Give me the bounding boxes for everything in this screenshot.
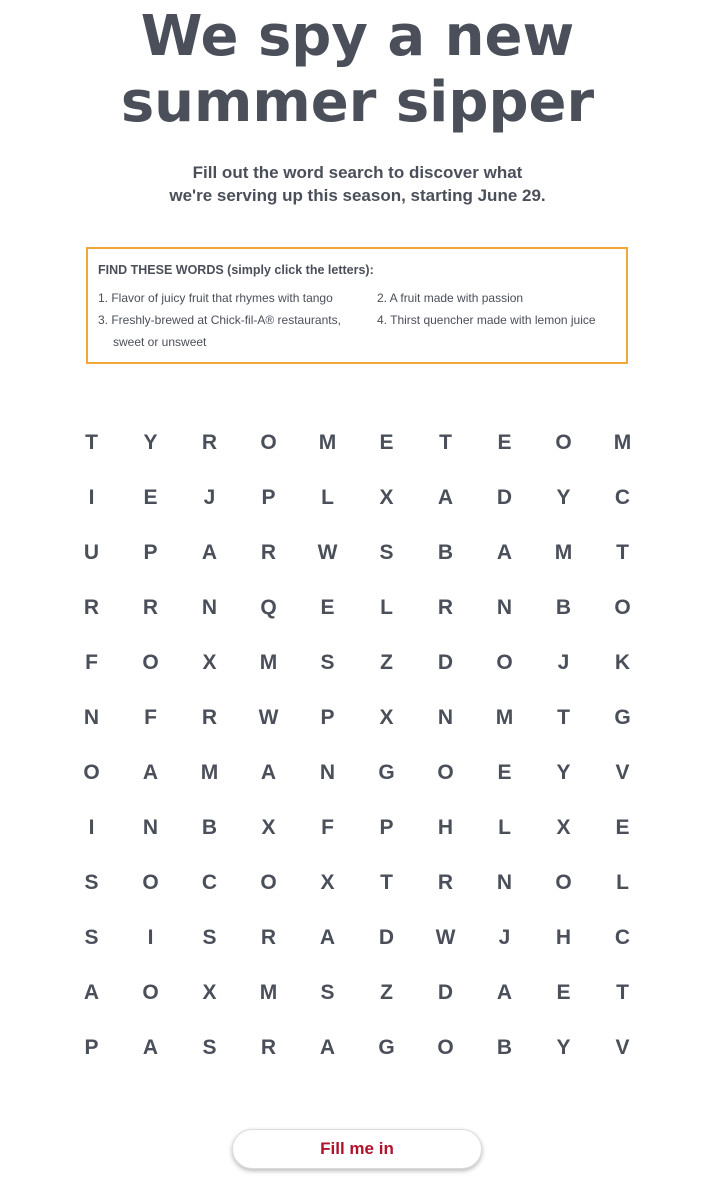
grid-letter[interactable]: X <box>379 705 394 729</box>
headline-line-2: summer sipper <box>120 70 595 135</box>
grid-letter[interactable]: J <box>498 925 511 949</box>
grid-letter[interactable]: K <box>614 650 631 674</box>
grid-letter[interactable]: P <box>84 1035 99 1059</box>
grid-letter[interactable]: F <box>321 815 334 839</box>
grid-letter[interactable]: G <box>378 1035 395 1059</box>
clue-heading: FIND THESE WORDS (simply click the letters): <box>98 263 374 277</box>
grid-letter[interactable]: A <box>437 485 454 509</box>
clue-1-text: 1. Flavor of juicy fruit that rhymes with tango <box>98 291 333 305</box>
grid-letter[interactable]: S <box>320 650 335 674</box>
grid-letter[interactable]: O <box>142 870 159 894</box>
grid-letter[interactable]: H <box>437 815 454 839</box>
grid-letter[interactable]: T <box>380 870 393 894</box>
grid-letter[interactable]: B <box>201 815 218 839</box>
grid-letter[interactable]: A <box>260 760 277 784</box>
grid-letter[interactable]: M <box>200 760 219 784</box>
grid-letter[interactable]: N <box>83 705 100 729</box>
word-search-grid <box>62 415 652 1075</box>
grid-letter[interactable]: O <box>614 595 631 619</box>
grid-letter[interactable]: B <box>555 595 572 619</box>
grid-letter[interactable]: O <box>83 760 100 784</box>
grid-letter[interactable]: P <box>379 815 394 839</box>
grid-letter[interactable]: X <box>261 815 276 839</box>
grid-letter[interactable]: D <box>378 925 395 949</box>
subheading-line-1: Fill out the word search to discover what <box>192 163 523 182</box>
grid-letter[interactable]: X <box>202 650 217 674</box>
grid-letter[interactable]: N <box>437 705 454 729</box>
grid-letter[interactable]: R <box>142 595 159 619</box>
clue-3 <box>98 309 341 353</box>
headline <box>0 4 715 136</box>
grid-letter[interactable]: T <box>85 430 98 454</box>
clue-3-text: 3. Freshly-brewed at Chick-fil-A® restaurants, <box>98 313 341 327</box>
grid-letter[interactable]: E <box>143 485 158 509</box>
grid-letter[interactable]: R <box>201 430 218 454</box>
grid-letter[interactable]: L <box>498 815 511 839</box>
grid-letter[interactable]: S <box>379 540 394 564</box>
grid-letter[interactable]: N <box>496 870 513 894</box>
grid-letter[interactable]: M <box>554 540 573 564</box>
grid-letter[interactable]: R <box>201 705 218 729</box>
grid-letter[interactable]: N <box>496 595 513 619</box>
grid-letter[interactable]: S <box>84 870 99 894</box>
grid-letter[interactable]: M <box>613 430 632 454</box>
grid-letter[interactable]: A <box>142 1035 159 1059</box>
clue-1 <box>98 287 333 309</box>
grid-letter[interactable]: M <box>495 705 514 729</box>
grid-letter[interactable]: N <box>142 815 159 839</box>
grid-letter[interactable]: G <box>378 760 395 784</box>
grid-letter[interactable]: C <box>201 870 218 894</box>
grid-letter[interactable]: P <box>320 705 335 729</box>
grid-letter[interactable]: A <box>319 1035 336 1059</box>
grid-letter[interactable]: H <box>555 925 572 949</box>
grid-letter[interactable]: D <box>437 650 454 674</box>
grid-letter[interactable]: X <box>379 485 394 509</box>
grid-letter[interactable]: Y <box>143 430 158 454</box>
grid-letter[interactable]: S <box>84 925 99 949</box>
grid-letter[interactable]: Y <box>556 760 571 784</box>
grid-letter[interactable]: A <box>83 980 100 1004</box>
grid-letter[interactable]: T <box>439 430 452 454</box>
grid-letter[interactable]: F <box>144 705 157 729</box>
clue-2-text: 2. A fruit made with passion <box>377 291 524 305</box>
grid-letter[interactable]: O <box>142 650 159 674</box>
grid-letter[interactable]: R <box>83 595 100 619</box>
grid-letter[interactable]: Y <box>556 485 571 509</box>
grid-letter[interactable]: B <box>496 1035 513 1059</box>
grid-letter[interactable]: Y <box>556 1035 571 1059</box>
grid-letter[interactable]: X <box>556 815 571 839</box>
grid-letter[interactable]: L <box>380 595 393 619</box>
grid-letter[interactable]: A <box>496 980 513 1004</box>
grid-letter[interactable]: M <box>318 430 337 454</box>
grid-letter[interactable]: A <box>142 760 159 784</box>
grid-letter[interactable]: P <box>261 485 276 509</box>
clue-4-text: 4. Thirst quencher made with lemon juice <box>377 313 596 327</box>
grid-letter[interactable]: G <box>614 705 631 729</box>
grid-letter[interactable]: M <box>259 980 278 1004</box>
clue-2 <box>377 287 523 309</box>
grid-letter[interactable]: A <box>201 540 218 564</box>
grid-letter[interactable]: R <box>260 540 277 564</box>
grid-letter[interactable]: N <box>201 595 218 619</box>
grid-letter[interactable]: J <box>203 485 216 509</box>
grid-letter[interactable]: S <box>320 980 335 1004</box>
grid-letter[interactable]: O <box>260 430 277 454</box>
grid-letter[interactable]: O <box>142 980 159 1004</box>
grid-letter[interactable]: A <box>496 540 513 564</box>
grid-letter[interactable]: E <box>497 760 512 784</box>
grid-letter[interactable]: C <box>614 925 631 949</box>
grid-letter[interactable]: Z <box>380 650 393 674</box>
grid-letter[interactable]: V <box>615 760 630 784</box>
grid-letter[interactable]: L <box>616 870 629 894</box>
headline-line-1: We spy a new <box>140 4 575 69</box>
grid-letter[interactable]: O <box>555 870 572 894</box>
grid-letter[interactable]: E <box>497 430 512 454</box>
grid-letter[interactable]: J <box>557 650 570 674</box>
grid-letter[interactable]: R <box>260 925 277 949</box>
grid-letter[interactable]: F <box>85 650 98 674</box>
grid-letter[interactable]: E <box>379 430 394 454</box>
grid-letter[interactable]: D <box>496 485 513 509</box>
grid-letter[interactable]: T <box>616 980 629 1004</box>
grid-letter[interactable]: S <box>202 925 217 949</box>
grid-letter[interactable]: S <box>202 1035 217 1059</box>
grid-letter[interactable]: O <box>437 1035 454 1059</box>
grid-letter[interactable]: W <box>317 540 338 564</box>
grid-letter[interactable]: I <box>88 815 95 839</box>
grid-letter[interactable]: I <box>88 485 95 509</box>
grid-letter[interactable]: R <box>437 870 454 894</box>
grid-letter[interactable]: E <box>320 595 335 619</box>
grid-letter[interactable]: T <box>616 540 629 564</box>
grid-letter[interactable]: R <box>260 1035 277 1059</box>
clue-4 <box>377 309 596 331</box>
grid-letter[interactable]: O <box>496 650 513 674</box>
grid-letter[interactable]: W <box>258 705 279 729</box>
subheading-line-2: we're serving up this season, starting June 29. <box>169 186 546 205</box>
grid-letter[interactable]: O <box>437 760 454 784</box>
grid-letter[interactable]: P <box>143 540 158 564</box>
grid-letter[interactable]: V <box>615 1035 630 1059</box>
grid-letter[interactable]: M <box>259 650 278 674</box>
grid-letter[interactable]: B <box>437 540 454 564</box>
grid-letter[interactable]: Q <box>260 595 277 619</box>
grid-letter[interactable]: E <box>556 980 571 1004</box>
grid-letter[interactable]: W <box>435 925 456 949</box>
grid-letter[interactable]: X <box>320 870 335 894</box>
clue-3-continuation: sweet or unsweet <box>113 335 207 349</box>
grid-letter[interactable]: T <box>557 705 570 729</box>
grid-letter[interactable]: L <box>321 485 334 509</box>
grid-letter[interactable]: E <box>615 815 630 839</box>
grid-letter[interactable]: O <box>260 870 277 894</box>
clue-box <box>86 247 628 364</box>
grid-letter[interactable]: R <box>437 595 454 619</box>
fill-me-in-button[interactable]: Fill me in <box>232 1129 482 1169</box>
grid-letter[interactable]: I <box>147 925 154 949</box>
grid-letter[interactable]: U <box>83 540 100 564</box>
grid-letter[interactable]: N <box>319 760 336 784</box>
grid-letter[interactable]: D <box>437 980 454 1004</box>
grid-letter[interactable]: C <box>614 485 631 509</box>
grid-letter[interactable]: X <box>202 980 217 1004</box>
subheading <box>0 161 715 207</box>
grid-letter[interactable]: Z <box>380 980 393 1004</box>
grid-letter[interactable]: O <box>555 430 572 454</box>
grid-letter[interactable]: A <box>319 925 336 949</box>
